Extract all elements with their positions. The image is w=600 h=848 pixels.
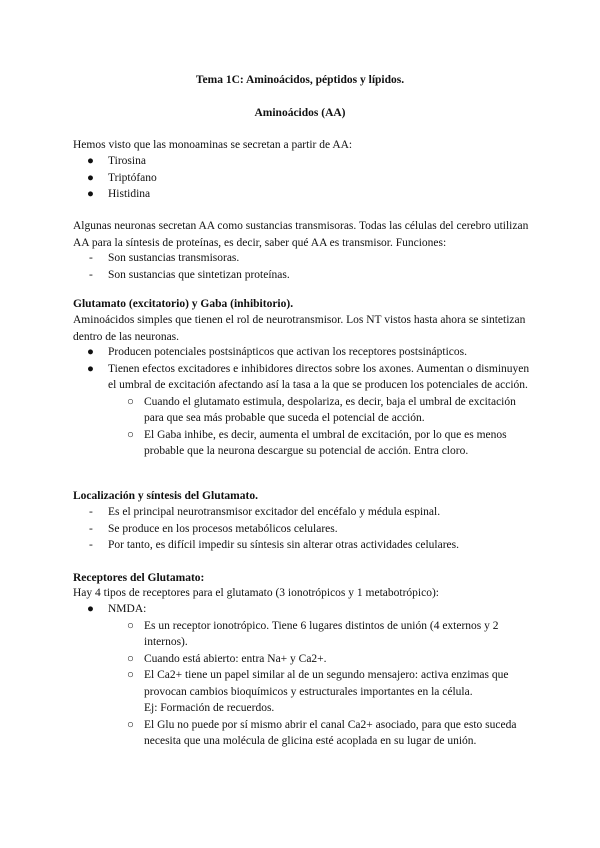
intro-list [73,153,533,203]
transmisores-paragraph: Algunas neuronas secretan AA como sustancias transmisoras. Todas las células del cerebro utilizan AA para la síntesis de proteínas, es decir, saber qué AA es transmisor. Funciones: [73,220,529,249]
bullet-circle-icon: ○ [127,718,134,731]
bullet-circle-icon: ○ [127,395,134,408]
section-title-aminoacidos: Aminoácidos (AA) [254,107,346,119]
bullet-dash-icon: - [89,252,93,264]
receptores-paragraph: Hay 4 tipos de receptores para el glutamato (3 ionotrópicos y 1 metabotrópico): [73,587,439,599]
list-item: ● Histidina [73,186,533,203]
localizacion-list [73,504,533,554]
functions-list [73,250,533,283]
sub-list-item: ○ El Glu no puede por sí mismo abrir el canal Ca2+ asociado, para que esto suceda necesita que una molécula de glicina esté acoplada en su lugar de unión. [127,718,517,747]
bullet-disc-icon: ● [87,188,94,200]
list-item: ● Tirosina [73,153,533,170]
bullet-dash-icon: - [89,539,93,551]
receptores-list [73,601,533,750]
list-item: - Son sustancias transmisoras. [73,250,533,267]
glu-gaba-list [73,344,533,460]
list-item: - Por tanto, es difícil impedir su síntesis sin alterar otras actividades celulares. [73,537,533,554]
list-item: ● Tienen efectos excitadores e inhibidores directos sobre los axones. Aumentan o disminuyen el umbral de excitación afectando así la tasa a la que se producen los potenciales de acción. [87,362,530,391]
sub-list-item: ○ Es un receptor ionotrópico. Tiene 6 lugares distintos de unión (4 externos y 2 internos). [127,619,499,648]
list-item: ● Producen potenciales postsinápticos que activan los receptores postsinápticos. [73,344,533,361]
sub-list-item: ○ Cuando el glutamato estimula, despolariza, es decir, baja el umbral de excitación para que sea más probable que suceda el potencial de acción. [127,395,516,424]
example-note: Ej: Formación de recuerdos. [144,702,275,714]
bullet-dash-icon: - [89,522,93,535]
bullet-disc-icon: ● [87,171,94,184]
bullet-circle-icon: ○ [127,428,134,441]
bullet-dash-icon: - [89,506,93,518]
bullet-circle-icon: ○ [127,669,134,681]
sub-list-item: ○ El Ca2+ tiene un papel similar al de un segundo mensajero: activa enzimas que provocan cambios bioquímicos y estructurales importantes en la célula. Ej: Formación de recuerdos. [127,669,509,714]
list-item-nmda: ● NMDA: [73,601,533,618]
bullet-circle-icon: ○ [127,652,134,665]
bullet-disc-icon: ● [87,603,94,615]
sub-list-item: ○ Cuando está abierto: entra Na+ y Ca2+. [73,651,533,668]
bullet-disc-icon: ● [87,155,94,167]
heading-localizacion: Localización y síntesis del Glutamato. [73,490,258,502]
document-title: Tema 1C: Aminoácidos, péptidos y lípidos. [195,74,405,86]
bullet-disc-icon: ● [87,362,94,375]
list-item: - Son sustancias que sintetizan proteínas. [73,267,533,284]
heading-glutamato-gaba: Glutamato (excitatorio) y Gaba (inhibitorio). [73,298,294,310]
bullet-dash-icon: - [89,268,93,281]
heading-receptores: Receptores del Glutamato: [73,572,205,584]
list-item: - Se produce en los procesos metabólicos celulares. [73,521,533,538]
glu-gaba-paragraph: Aminoácidos simples que tienen el rol de neurotransmisor. Los NT vistos hasta ahora se sintetizan dentro de las neuronas. [73,314,526,343]
intro-paragraph: Hemos visto que las monoaminas se secretan a partir de AA: [73,139,353,151]
bullet-disc-icon: ● [87,346,94,358]
list-item: ● Triptófano [73,170,533,187]
list-item: - Es el principal neurotransmisor excitador del encéfalo y médula espinal. [73,504,533,521]
sub-list-item: ○ El Gaba inhibe, es decir, aumenta el umbral de excitación, por lo que es menos probable que la neurona descargue su potencial de acción. Entra cloro. [127,428,507,457]
bullet-circle-icon: ○ [127,619,134,632]
